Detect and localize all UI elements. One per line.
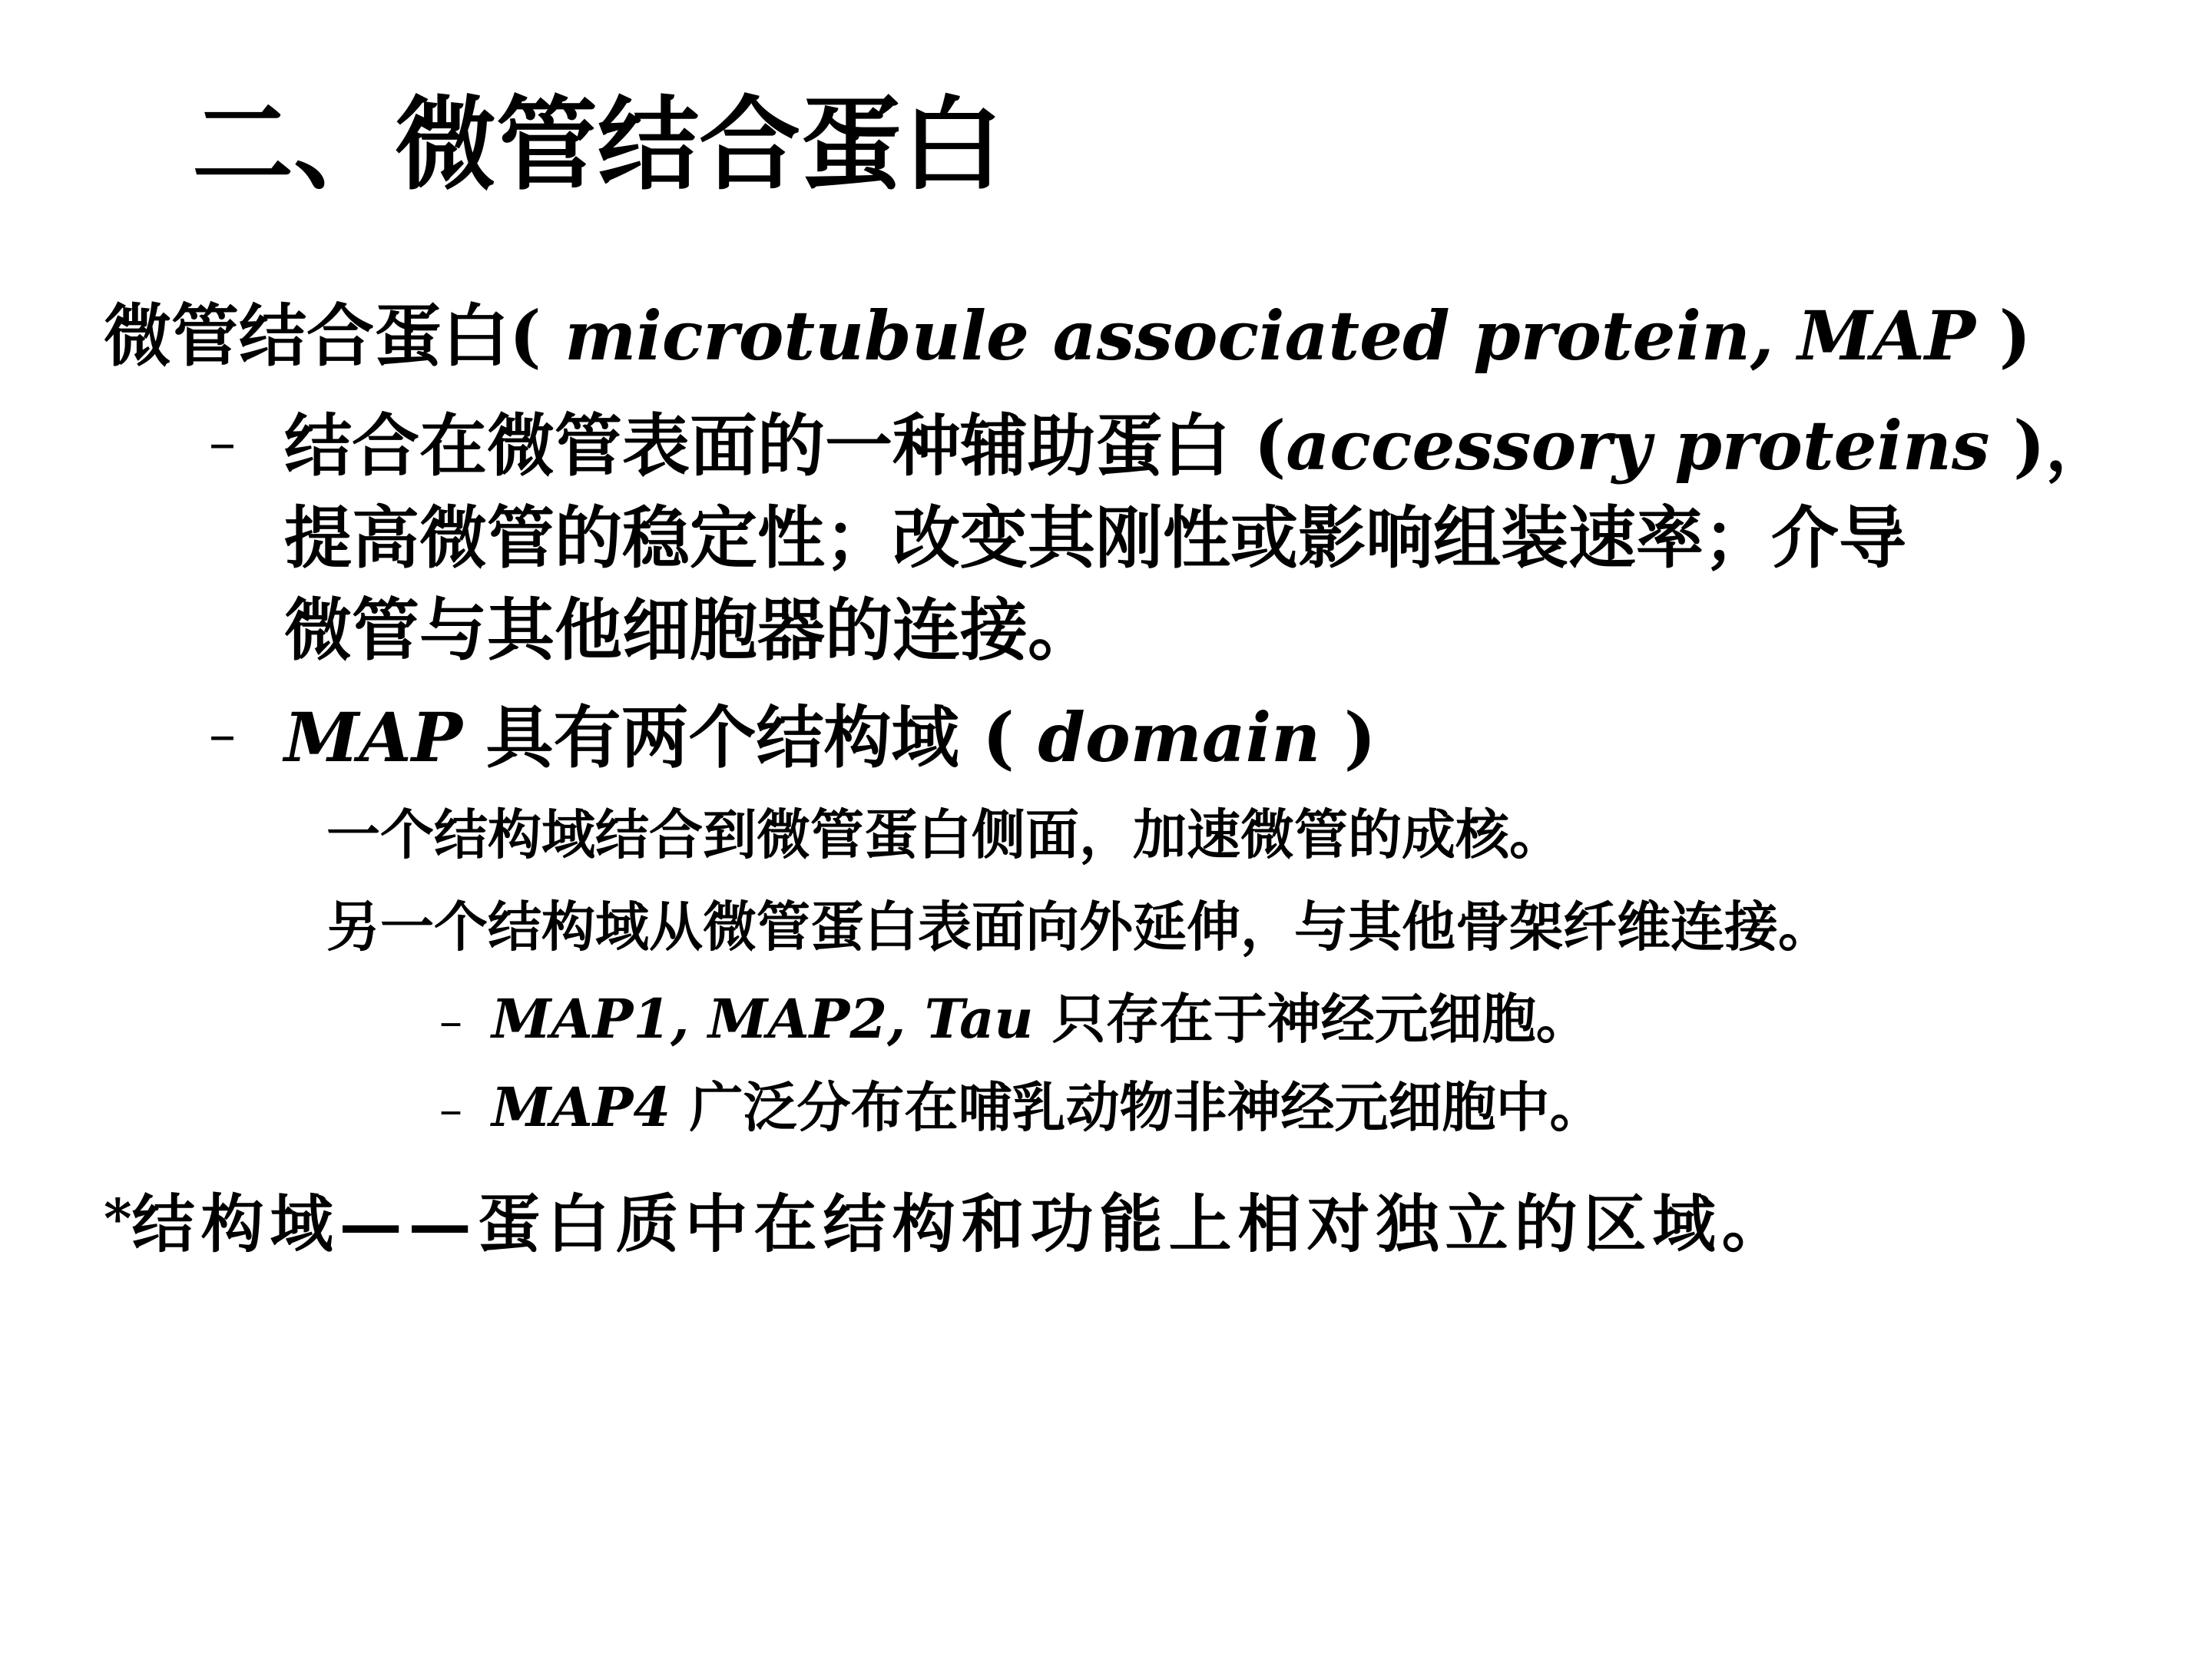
bullet-2-map: MAP: [284, 697, 462, 777]
bullet-1-marker: –: [209, 411, 236, 474]
intro-cn: 微管结合蛋白(: [104, 296, 541, 376]
sub-bullet-2-en: MAP4: [492, 1075, 671, 1139]
sub-item-2: 另一个结构域从微管蛋白表面向外延伸，与其他骨架纤维连接。: [326, 895, 1832, 959]
sub-bullet-2-cn: 广泛分布在哺乳动物非神经元细胞中。: [671, 1075, 1604, 1139]
intro-close: ): [1975, 296, 2032, 376]
sub-bullet-1-en: MAP1, MAP2, Tau: [492, 987, 1034, 1051]
sub-bullet-1-marker: –: [439, 995, 462, 1048]
bullet-2-close: ): [1320, 697, 1376, 777]
bullet-1-cn: 结合在微管表面的一种辅助蛋白 (: [284, 406, 1286, 485]
bullet-2-line: [284, 691, 1376, 783]
footnote-star: *: [104, 1187, 132, 1250]
bullet-1-line-2: 提高微管的稳定性；改变其刚性或影响组装速率；介导: [284, 498, 1907, 578]
intro-en: microtubule associated protein, MAP: [541, 296, 1976, 376]
sub-bullet-1: [492, 987, 1590, 1051]
sub-item-1: 一个结构域结合到微管蛋白侧面，加速微管的成核。: [326, 803, 1563, 866]
sub-bullet-1-cn: 只存在于神经元细胞。: [1033, 987, 1590, 1051]
bullet-2-domain: domain: [1038, 697, 1321, 777]
slide-title: 二、微管结合蛋白: [192, 85, 1003, 204]
sub-bullet-2: [492, 1075, 1604, 1140]
sub-bullet-2-marker: –: [439, 1083, 462, 1137]
footnote: [104, 1187, 1791, 1262]
intro-line: [104, 296, 2031, 377]
bullet-1-line-1: [284, 399, 2113, 492]
bullet-1-en: accessory proteins: [1286, 406, 1990, 485]
footnote-text: 结构域——蛋白质中在结构和功能上相对独立的区域。: [131, 1187, 1791, 1261]
bullet-1-end: )，: [1989, 406, 2113, 485]
bullet-1-line-3: 微管与其他细胞器的连接。: [284, 590, 1096, 670]
bullet-2-marker: –: [209, 703, 236, 766]
bullet-2-cn: 具有两个结构域 (: [462, 697, 1038, 777]
